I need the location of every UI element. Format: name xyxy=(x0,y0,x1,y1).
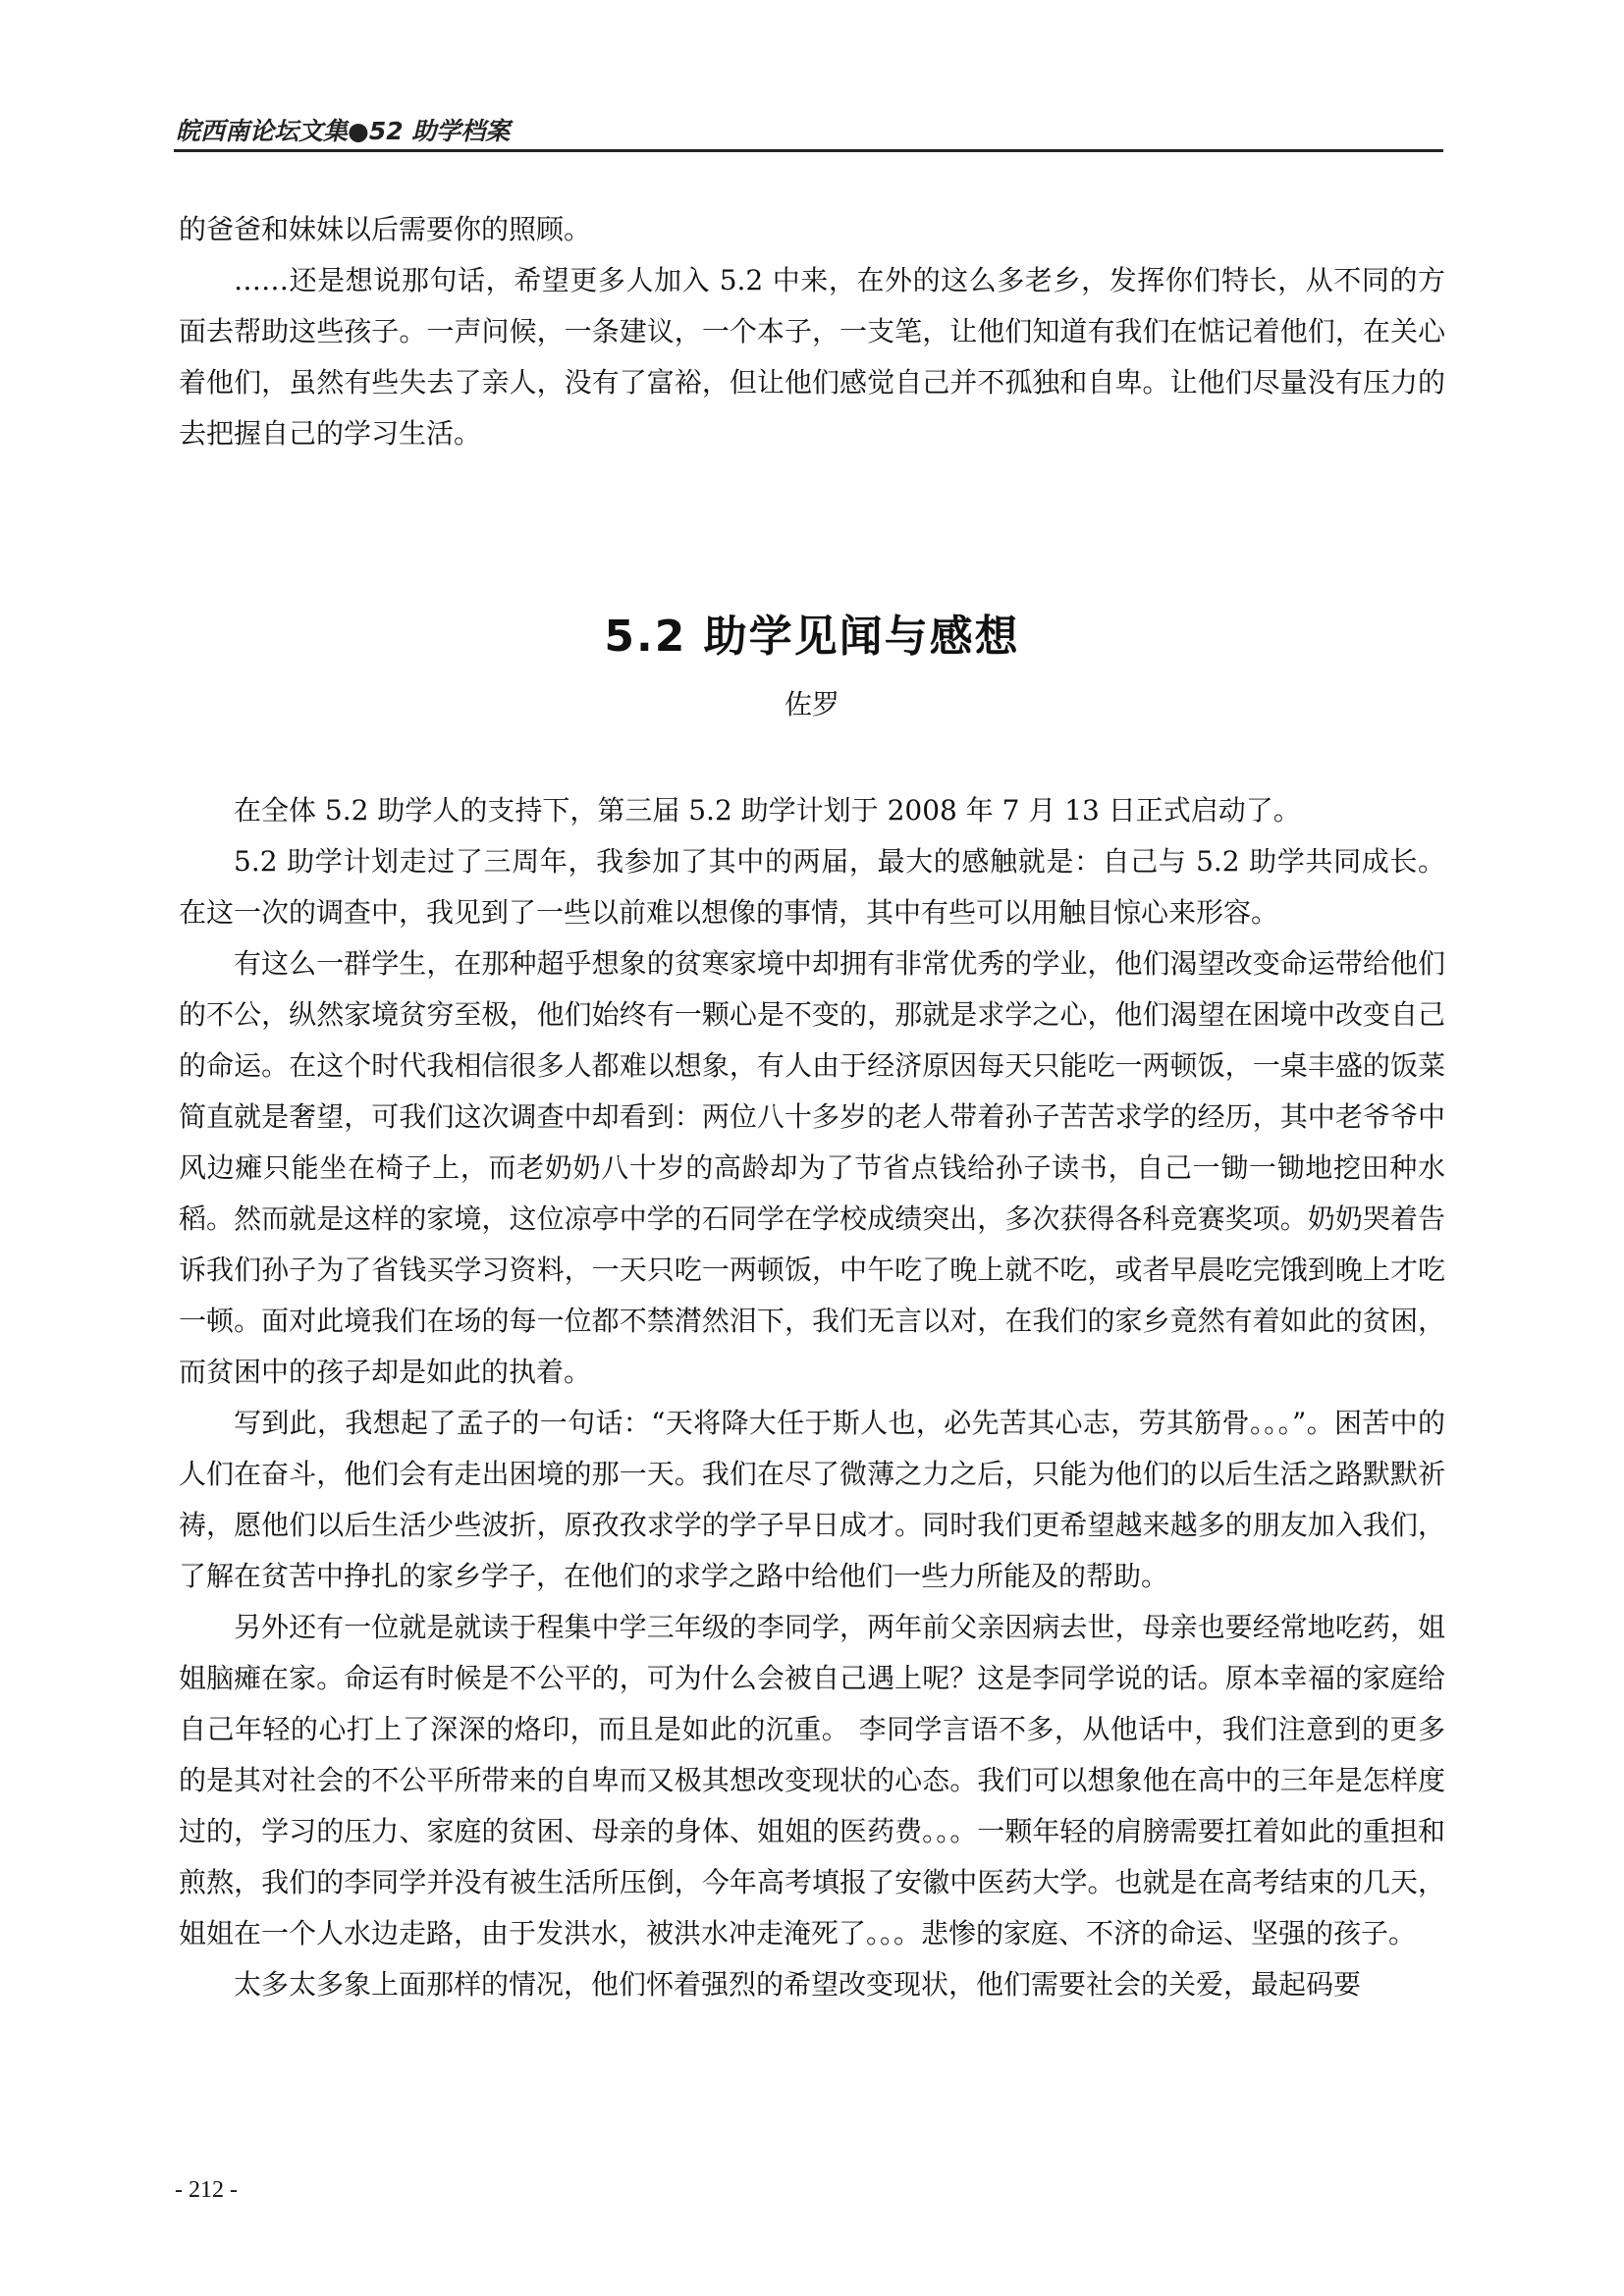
article-paragraph: 写到此，我想起了孟子的一句话：“天将降大任于斯人也，必先苦其心志，劳其筋骨。。。”。困苦中的人们在奋斗，他们会有走出困境的那一天。我们在尽了微薄之力之后，只能为他们的以后生活之路默默祈祷，愿他们以后生活少些波折，原孜孜求学的学子早日成才。同时我们更希望越来越多的朋友加入我们，了解在贫苦中挣扎的家乡学子，在他们的求学之路中给他们一些力所能及的帮助。 xyxy=(179,1407,1445,1592)
article-body xyxy=(179,785,1445,2010)
article-paragraph: 有这么一群学生，在那种超乎想象的贫寒家境中却拥有非常优秀的学业，他们渴望改变命运带给他们的不公，纵然家境贫穷至极，他们始终有一颗心是不变的，那就是求学之心，他们渴望在困境中改变自己的命运。在这个时代我相信很多人都难以想象，有人由于经济原因每天只能吃一两顿饭，一桌丰盛的饭菜简直就是奢望，可我们这次调查中却看到：两位八十多岁的老人带着孙子苦苦求学的经历，其中老爷爷中风边瘫只能坐在椅子上，而老奶奶八十岁的高龄却为了节省点钱给孙子读书，自己一锄一锄地挖田种水稻。然而就是这样的家境，这位凉亭中学的石同学在学校成绩突出，多次获得各科竞赛奖项。奶奶哭着告诉我们孙子为了省钱买学习资料，一天只吃一两顿饭，中午吃了晚上就不吃，或者早晨吃完饿到晚上才吃一顿。面对此境我们在场的每一位都不禁潸然泪下，我们无言以对，在我们的家乡竟然有着如此的贫困，而贫困中的孩子却是如此的执着。 xyxy=(179,947,1445,1388)
article-author: 佐罗 xyxy=(784,688,839,721)
running-header-title: 皖西南论坛文集●52 助学档案 xyxy=(176,117,511,145)
header-rule xyxy=(174,149,1443,152)
article-paragraph: 5.2 助学计划走过了三周年，我参加了其中的两届，最大的感触就是：自己与 5.2 助学共同成长。在这一次的调查中，我见到了一些以前难以想像的事情，其中有些可以用触目惊心来形容。 xyxy=(179,845,1445,929)
article-paragraph: 太多太多象上面那样的情况，他们怀着强烈的希望改变现状，他们需要社会的关爱，最起码要 xyxy=(234,1968,1362,2001)
article-paragraph: 另外还有一位就是就读于程集中学三年级的李同学，两年前父亲因病去世，母亲也要经常地吃药，姐姐脑瘫在家。命运有时候是不公平的，可为什么会被自己遇上呢？这是李同学说的话。原本幸福的家庭给自己年轻的心打上了深深的烙印，而且是如此的沉重。 李同学言语不多，从他话中，我们注意到的更多的是其对社会的不公平所带来的自卑而又极其想改变现状的心态。我们可以想象他在高中的三年是怎样度过的，学习的压力、家庭的贫困、母亲的身体、姐姐的医药费。。。一颗年轻的肩膀需要扛着如此的重担和煎熬，我们的李同学并没有被生活所压倒，今年高考填报了安徽中医药大学。也就是在高考结束的几天，姐姐在一个人水边走路，由于发洪水，被洪水冲走淹死了。。。悲惨的家庭、不济的命运、坚强的孩子。 xyxy=(179,1611,1445,1949)
intro-paragraph: ……还是想说那句话，希望更多人加入 5.2 中来，在外的这么多老乡，发挥你们特长，从不同的方面去帮助这些孩子。一声问候，一条建议，一个本子，一支笔，让他们知道有我们在惦记着他们，在关心着他们，虽然有些失去了亲人，没有了富裕，但让他们感觉自己并不孤独和自卑。让他们尽量没有压力的去把握自己的学习生活。 xyxy=(179,264,1445,450)
page-number: - 212 - xyxy=(175,2177,238,2203)
running-header xyxy=(174,106,1443,151)
article-title: 5.2 助学见闻与感想 xyxy=(604,612,1020,662)
intro-paragraph: 的爸爸和妹妹以后需要你的照顾。 xyxy=(179,213,592,245)
article-paragraph: 在全体 5.2 助学人的支持下，第三届 5.2 助学计划于 2008 年 7 月 13 日正式启动了。 xyxy=(234,794,1301,827)
intro-text xyxy=(179,204,1445,459)
